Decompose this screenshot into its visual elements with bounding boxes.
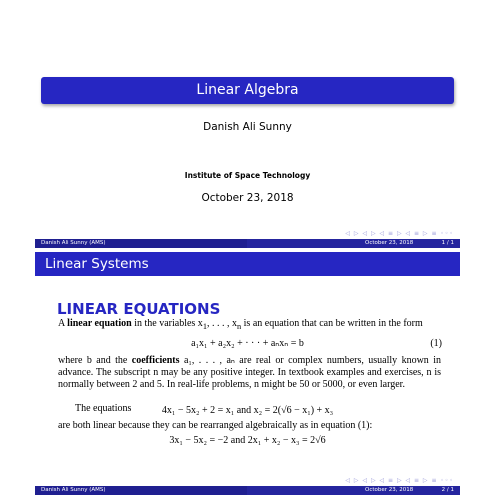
title-slide [35, 65, 460, 250]
block-title: LINEAR EQUATIONS [57, 300, 221, 318]
text-run: A [58, 318, 68, 329]
paragraph-rearranged: are both linear because they can be rearranged algebraically as in equation (1): [58, 420, 373, 431]
presentation-title: Linear Algebra [41, 77, 454, 104]
text-run: in the variables x [131, 318, 203, 329]
footer-page-number: 1 / 1 [441, 240, 454, 246]
text-run: is an equation that can be written in the form [241, 318, 423, 329]
footer-author-section [35, 239, 247, 248]
slide-footer [35, 239, 460, 248]
bold-term: coefficients [131, 355, 180, 366]
text-run: , . . . , x [206, 318, 237, 329]
equation-examples: 4x₁ − 5x₂ + 2 = x₁ and x₂ = 2(√6 − x₁) + x₃ [161, 405, 334, 416]
paragraph-coefficients [58, 355, 441, 391]
beamer-navigation-icons[interactable]: ◁ ▷ ◁ ▷ ◁ ≡ ▷ ◁ ≡ ▷ ≡ ◦◦◦ [345, 477, 454, 484]
frame-title: Linear Systems [35, 252, 460, 276]
footer-author-section [35, 486, 247, 495]
footer-author: Danish Ali Sunny (AMS) [41, 487, 106, 493]
paragraph-intro-equations: The equations [75, 403, 132, 414]
slide-footer [35, 486, 460, 495]
footer-date: October 23, 2018 [365, 240, 414, 246]
footer-date-section [247, 239, 460, 248]
equation-general-form: a₁x₁ + a₂x₂ + · · · + aₙxₙ = b [191, 338, 304, 349]
presentation-date: October 23, 2018 [201, 192, 294, 204]
footer-date: October 23, 2018 [365, 487, 414, 493]
paragraph-definition: A linear equation in the variables $x_1$, . . . , $x_n$ is an equation that can be written in the form [58, 318, 423, 331]
footer-page-number: 2 / 1 [441, 487, 454, 493]
text-run: a₁, . . . , aₙ are real or complex numbers, usually known in advance. The subscript n may be any positive integer. In textbook examples and exercises, n is normally between 2 and 5. In real-life problems, n might be 50 or 5000, or even larger. [58, 355, 441, 390]
equation-number: (1) [430, 338, 442, 349]
beamer-navigation-icons[interactable]: ◁ ▷ ◁ ▷ ◁ ≡ ▷ ◁ ≡ ▷ ≡ ◦◦◦ [345, 230, 454, 237]
bold-term: linear equation [67, 318, 132, 329]
author-name: Danish Ali Sunny [203, 121, 292, 133]
content-slide [35, 250, 460, 495]
institute-name: Institute of Space Technology [184, 171, 311, 180]
footer-date-section [247, 486, 460, 495]
footer-author: Danish Ali Sunny (AMS) [41, 240, 106, 246]
text-run: where b and the [58, 355, 132, 366]
equation-rearranged: 3x₁ − 5x₂ = −2 and 2x₁ + x₂ − x₃ = 2√6 [169, 435, 326, 446]
